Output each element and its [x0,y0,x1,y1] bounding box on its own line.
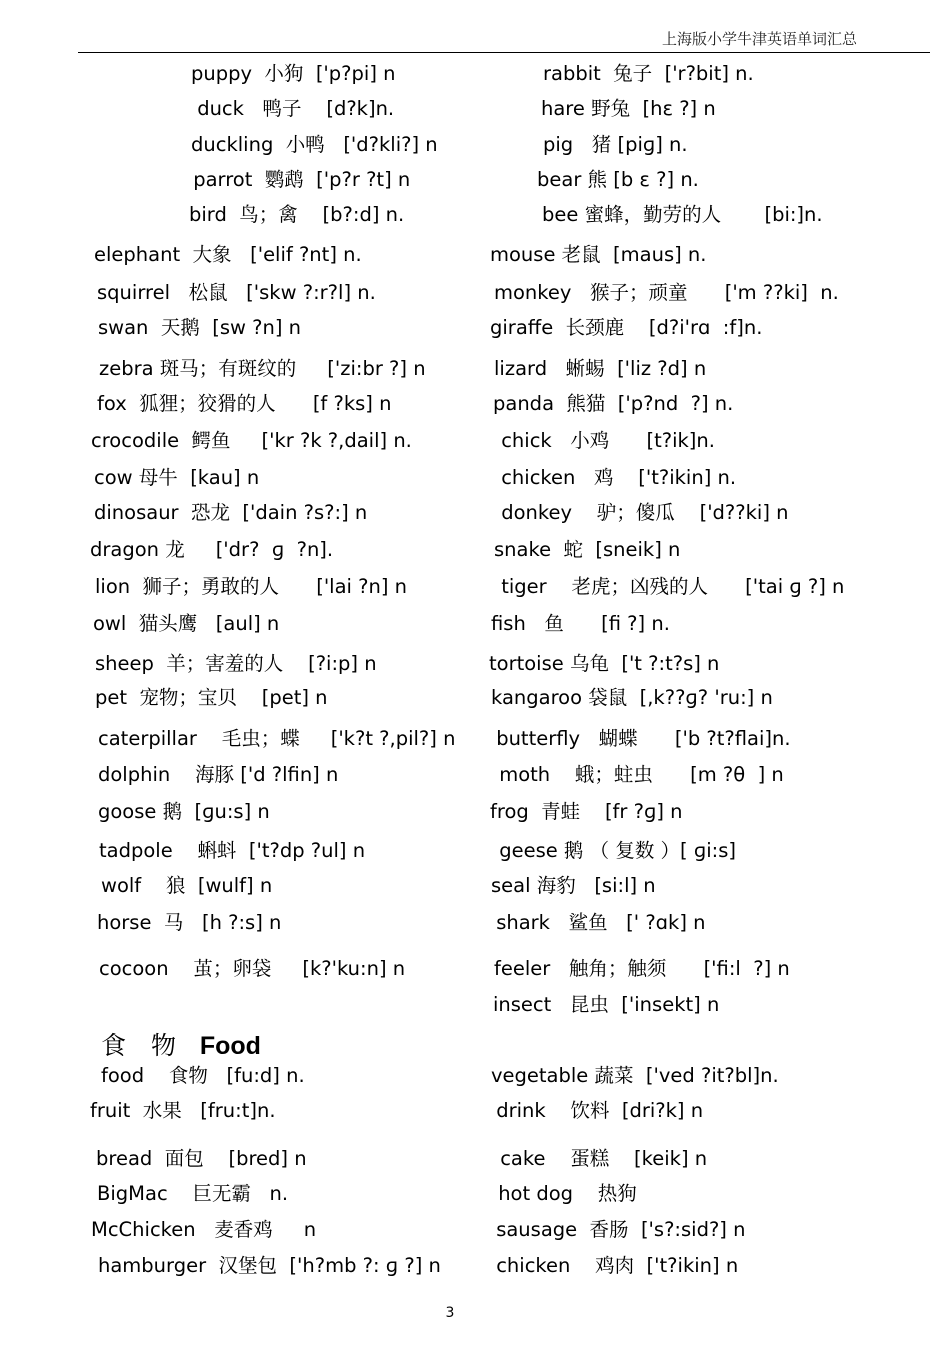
vocab-entry: puppy 小狗 ['p?pi] n [191,62,396,85]
vocab-entry: wolf 狼 [wulf] n [101,874,273,897]
vocab-entry: vegetable 蔬菜 ['ved ?it?bl]n. [491,1064,779,1087]
vocab-entry: cow 母牛 [kau] n [94,466,260,489]
vocab-entry: swan 天鹅 [sw ?n] n [98,316,301,339]
vocab-entry: chick 小鸡 [t?ik]n. [495,429,715,452]
vocab-entry: geese 鹅 （ 复数 ）[ ɡi:s] [493,839,736,862]
vocab-entry: tiger 老虎；凶残的人 ['tai ɡ ?] n [495,575,845,598]
vocab-entry: dragon 龙 ['dr? ɡ ?n]. [90,538,334,561]
vocab-entry: chicken 鸡 ['t?ikin] n. [495,466,737,489]
vocab-entry: monkey 猴子；顽童 ['m ??ki] n. [494,281,839,304]
vocab-entry: lion 狮子；勇敢的人 ['lai ?n] n [95,575,408,598]
vocab-entry: bee 蜜蜂，勤劳的人 [bi:]n. [542,203,823,226]
vocab-entry: mouse 老鼠 [maus] n. [490,243,707,266]
vocab-entry: squirrel 松鼠 ['skw ?:r?l] n. [97,281,376,304]
vocab-entry: duckling 小鸭 ['d?kli?] n [191,133,438,156]
vocab-entry: insect 昆虫 ['insekt] n [493,993,720,1016]
vocab-entry: kangaroo 袋鼠 [,k??ɡ? 'ru:] n [491,686,773,709]
page-number: 3 [445,1305,455,1321]
vocab-entry: rabbit 兔子 ['r?bit] n. [543,62,754,85]
vocab-entry: snake 蛇 [sneik] n [494,538,681,561]
running-header: 上海版小学牛津英语单词汇总 [661,30,857,48]
section-label-en: Food [199,1032,261,1060]
vocab-entry: hare 野兔 [hε ?] n [541,97,716,120]
vocab-entry: parrot 鹦鹉 ['p?r ?t] n [187,168,411,191]
vocab-entry: elephant 大象 ['elif ?nt] n. [94,243,362,266]
vocab-entry: cocoon 茧；卵袋 [k?'ku:n] n [99,957,406,980]
vocab-entry: food 食物 [fu:d] n. [101,1064,305,1087]
header-rule [78,52,930,53]
vocab-entry: zebra 斑马；有斑纹的 ['zi:br ?] n [99,357,426,380]
vocab-entry: fruit 水果 [fru:t]n. [90,1099,276,1122]
vocab-entry: butterfly 蝴蝶 ['b ?t?flai]n. [490,727,791,750]
vocab-entry: BigMac 巨无霸 n. [97,1182,289,1205]
vocab-entry: caterpillar 毛虫；蝶 ['k?t ?,pil?] n [98,727,456,750]
vocab-entry: cake 蛋糕 [keik] n [494,1147,708,1170]
vocab-entry: fish 鱼 [fi ?] n. [491,612,670,635]
vocab-entry: donkey 驴；傻瓜 ['d??ki] n [495,501,789,524]
vocab-entry: seal 海豹 [si:l] n [491,874,656,897]
vocab-entry: dinosaur 恐龙 ['dain ?s?:] n [94,501,368,524]
vocab-entry: feeler 触角；触须 ['fi:l ?] n [494,957,790,980]
vocab-entry: bread 面包 [bred] n [96,1147,307,1170]
vocab-entry: moth 蛾；蛀虫 [m ?θ ] n [493,763,784,786]
vocab-entry: goose 鹅 [ɡu:s] n [98,800,270,823]
vocab-entry: tadpole 蝌蚪 ['t?dp ?ul] n [99,839,366,862]
vocab-entry: sausage 香肠 ['s?:sid?] n [490,1218,746,1241]
vocab-entry: tortoise 乌龟 ['t ?:t?s] n [489,652,720,675]
vocab-entry: crocodile 鳄鱼 ['kr ?k ?,dail] n. [91,429,412,452]
vocab-entry: bird 鸟；禽 [b?:d] n. [189,203,405,226]
vocab-entry: hot dog 热狗 [492,1182,637,1205]
vocab-entry: fox 狐狸；狡猾的人 [f ?ks] n [97,392,392,415]
vocab-entry: pet 宠物；宝贝 [pet] n [95,686,328,709]
vocab-entry: drink 饮料 [dri?k] n [490,1099,704,1122]
section-label-cn: 食 物 [101,1031,177,1060]
vocab-entry: horse 马 [h ?:s] n [97,911,282,934]
vocab-entry: bear 熊 [b ε ?] n. [537,168,699,191]
vocab-entry: shark 鲨鱼 [' ?ɑk] n [490,911,706,934]
vocab-entry: lizard 蜥蜴 ['liz ?d] n [494,357,707,380]
vocab-entry: panda 熊猫 ['p?nd ?] n. [493,392,734,415]
vocab-entry: pig 猪 [piɡ] n. [543,133,688,156]
section-heading-food [101,1026,261,1062]
vocab-entry: duck 鸭子 [d?k]n. [191,97,395,120]
vocab-entry: frog 青蛙 [fr ?ɡ] n [490,800,683,823]
vocab-entry: dolphin 海豚 ['d ?lfin] n [98,763,339,786]
vocab-entry: sheep 羊；害羞的人 [?i:p] n [95,652,377,675]
vocab-entry: owl 猫头鹰 [aul] n [93,612,280,635]
vocab-entry: chicken 鸡肉 ['t?ikin] n [490,1254,739,1277]
vocab-entry: giraffe 长颈鹿 [d?i'rɑ :f]n. [490,316,763,339]
vocab-entry: hamburger 汉堡包 ['h?mb ?: ɡ ?] n [98,1254,441,1277]
vocab-entry: McChicken 麦香鸡 n [91,1218,317,1241]
